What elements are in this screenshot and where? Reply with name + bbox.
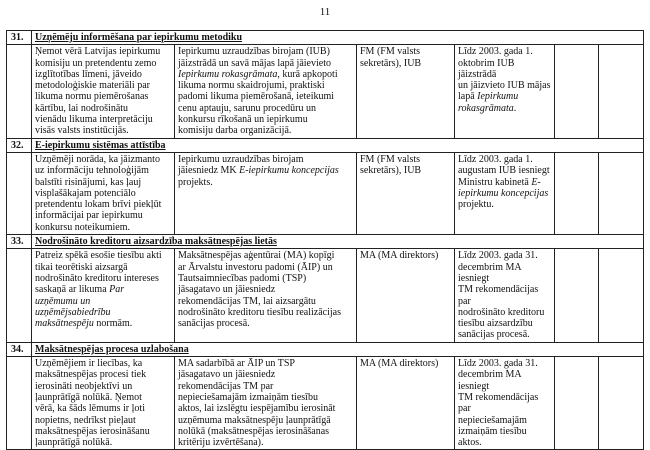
empty-cell bbox=[599, 152, 644, 234]
problem-description: Patreiz spēkā esošie tiesību akti tikai teorētiski aizsargā nodrošināto kreditoru intereses saskaņā ar likuma Par uzņēmumu un uzņēmējsabiedrību maksātnespēju normām. bbox=[32, 249, 175, 342]
empty-cell bbox=[555, 152, 599, 234]
section-number: 31. bbox=[7, 31, 32, 45]
responsible-party: FM (FM valsts sekretārs), IUB bbox=[357, 152, 455, 234]
section-header-row bbox=[7, 138, 644, 152]
section-title: Nodrošināto kreditoru aizsardzība maksātnespējas lietās bbox=[32, 235, 644, 249]
required-action: Maksātnespējas aģentūrai (MA) kopīgi ar Ārvalstu investoru padomi (ĀIP) un Tautsaimniecības padomi (TSP) jāsagatavo un jāiesniedz rekomendācijas TM, lai aizsargātu nodrošināto kreditoru tiesību realizācijas sanācijas procesā. bbox=[175, 249, 357, 342]
action-plan-table bbox=[6, 30, 644, 450]
empty-cell bbox=[599, 357, 644, 450]
section-title: Uzņēmēju informēšana par iepirkumu metodiku bbox=[32, 31, 644, 45]
deadline: Līdz 2003. gada 31. decembrim MA iesniegt TM rekomendācijas par nodrošināto kreditoru tiesību aizsardzību sanācijas procesā. bbox=[455, 249, 555, 342]
problem-description: Uzņēmēji norāda, ka jāizmanto uz informāciju tehnoloģijām balstīti risinājumi, kas ļauj visplašākajam potenciālo pretendentu lokam brīvi piekļūt informācijai par iepirkumu konkursu noteikumiem. bbox=[32, 152, 175, 234]
empty-cell bbox=[555, 45, 599, 138]
problem-description: Uzņēmējiem ir liecības, ka maksātnespējas procesi tiek ierosināti neobjektīvi un ļaunprātīgā nolūkā. Ņemot vērā, ka šāds lēmums ir ļoti nopietns, nedrīkst pieļaut maksātnespējas ierosināšanu ļaunprātīgā nolūkā. bbox=[32, 357, 175, 450]
empty-cell bbox=[7, 249, 32, 342]
section-content-row bbox=[7, 249, 644, 342]
empty-cell bbox=[599, 249, 644, 342]
problem-description: Ņemot vērā Latvijas iepirkumu komisiju un pretendentu zemo izglītotības līmeni, jāveido metodoloģiskie materiāli par likuma normu piemērošanas kārtību, lai nodrošinātu vienādu likuma interpretāciju visās valsts institūcijās. bbox=[32, 45, 175, 138]
section-content-row bbox=[7, 357, 644, 450]
deadline: Līdz 2003. gada 31. decembrim MA iesniegt TM rekomendācijas par nepieciešamajām izmaiņām tiesību aktos. bbox=[455, 357, 555, 450]
section-title: Maksātnespējas procesa uzlabošana bbox=[32, 342, 644, 356]
empty-cell bbox=[555, 249, 599, 342]
empty-cell bbox=[7, 45, 32, 138]
responsible-party: MA (MA direktors) bbox=[357, 357, 455, 450]
section-title: E-iepirkumu sistēmas attīstība bbox=[32, 138, 644, 152]
empty-cell bbox=[7, 152, 32, 234]
empty-cell bbox=[599, 45, 644, 138]
section-content-row bbox=[7, 152, 644, 234]
section-header-row bbox=[7, 342, 644, 356]
empty-cell bbox=[555, 357, 599, 450]
required-action: Iepirkumu uzraudzības birojam (IUB) jāizstrādā un savā mājas lapā jāievieto Iepirkumu rokasgrāmata, kurā apkopoti likuma normu skaidrojumi, praktiski padomi likuma piemērošanā, ieteikumi cenu aptauju, sarunu procedūru un konkursu rīkošanā un iepirkumu komisiju darba organizācijā. bbox=[175, 45, 357, 138]
page-number: 11 bbox=[319, 6, 331, 18]
responsible-party: MA (MA direktors) bbox=[357, 249, 455, 342]
section-number: 32. bbox=[7, 138, 32, 152]
section-number: 34. bbox=[7, 342, 32, 356]
deadline: Līdz 2003. gada 1. oktobrim IUB jāizstrādā un jāizvieto IUB mājas lapā Iepirkumu rokasgrāmata. bbox=[455, 45, 555, 138]
empty-cell bbox=[7, 357, 32, 450]
responsible-party: FM (FM valsts sekretārs), IUB bbox=[357, 45, 455, 138]
section-number: 33. bbox=[7, 235, 32, 249]
required-action: MA sadarbībā ar ĀIP un TSP jāsagatavo un jāiesniedz rekomendācijas TM par nepieciešamajām izmaiņām tiesību aktos, lai izslēgtu iespējamību ierosināt uzņēmuma maksātnespēju ļaunprātīgā nolūkā (maksātnespējas ierosināšanas kritēriju izvērtēšana). bbox=[175, 357, 357, 450]
deadline: Līdz 2003. gada 1. augustam IUB iesniegt Ministru kabinetā E- iepirkumu koncepcijas projektu. bbox=[455, 152, 555, 234]
section-content-row bbox=[7, 45, 644, 138]
required-action: Iepirkumu uzraudzības birojam jāiesniedz MK E-iepirkumu koncepcijas projekts. bbox=[175, 152, 357, 234]
section-header-row bbox=[7, 31, 644, 45]
section-header-row bbox=[7, 235, 644, 249]
